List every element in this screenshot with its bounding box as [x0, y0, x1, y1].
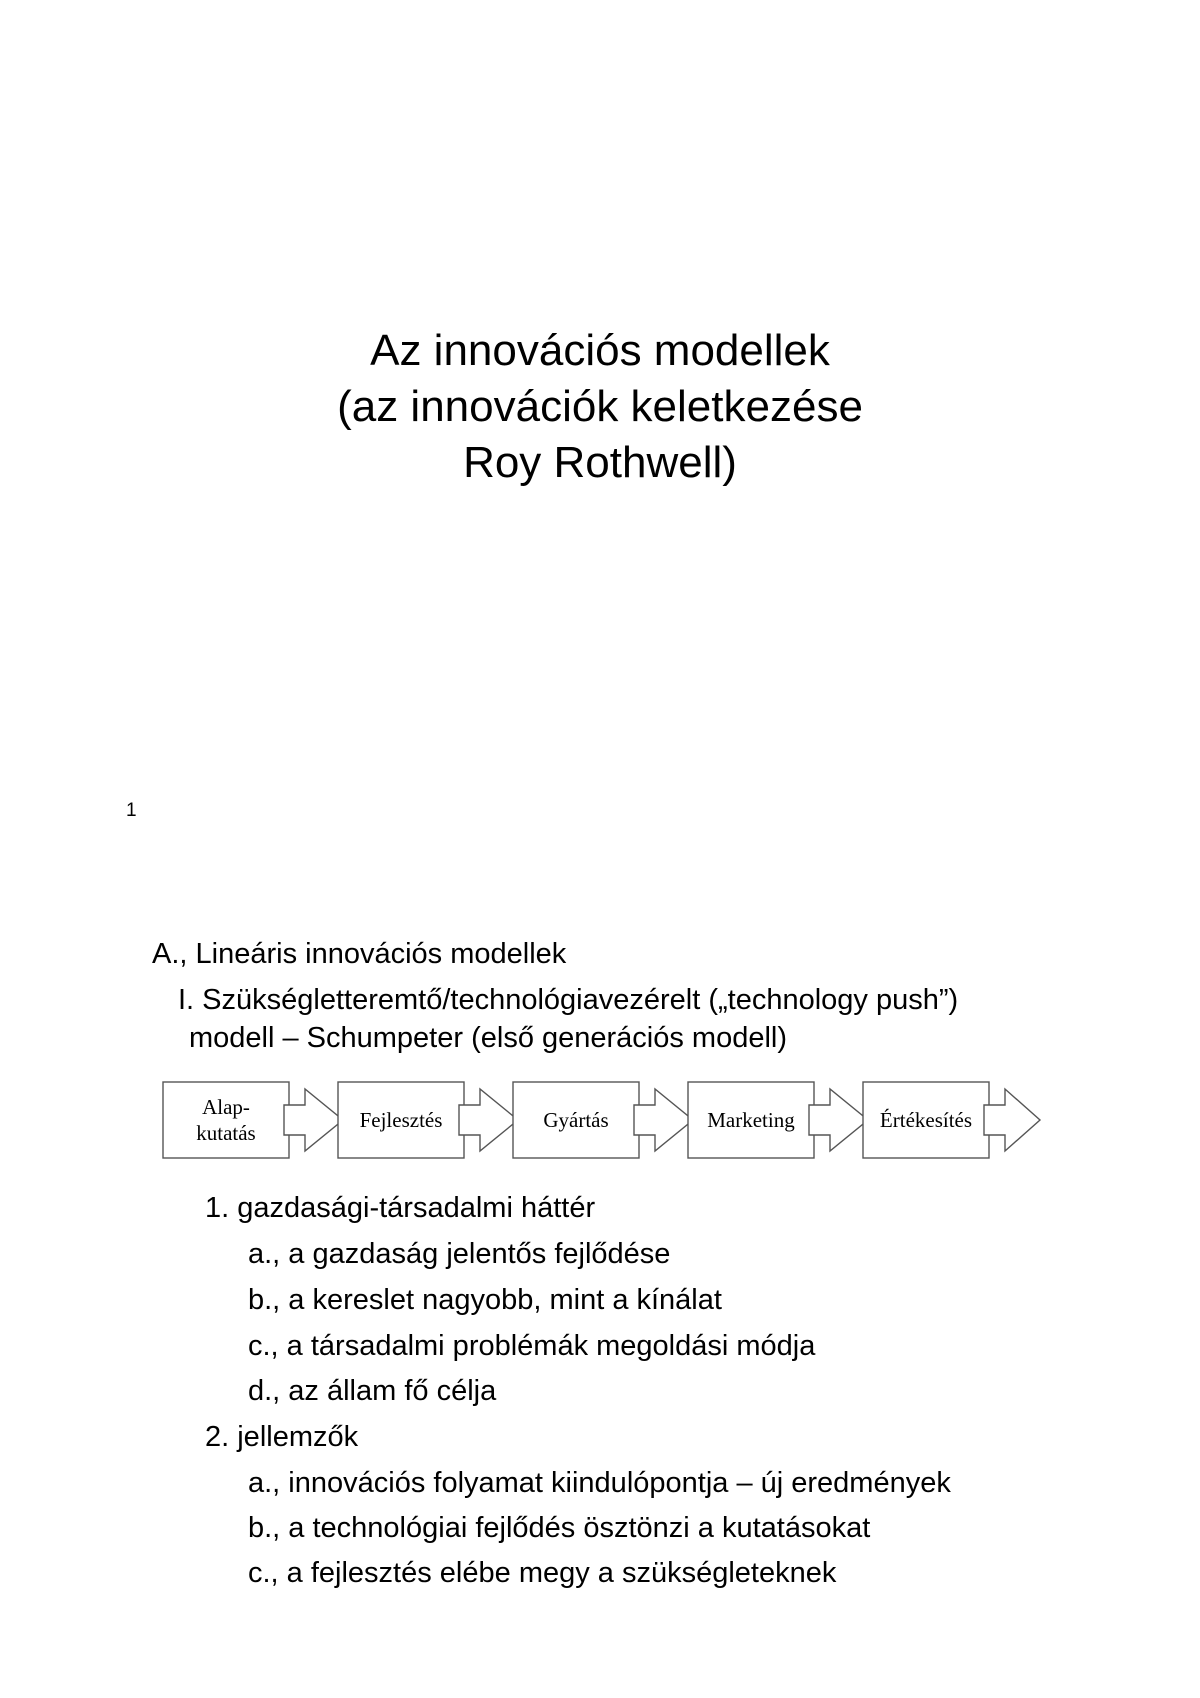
- list-item: d., az állam fő célja: [248, 1375, 497, 1407]
- flow-diagram: [162, 1077, 1042, 1167]
- title-line: Roy Rothwell): [463, 438, 737, 487]
- flow-step: [163, 1082, 343, 1158]
- list-item: b., a technológiai fejlődés ösztönzi a kutatásokat: [248, 1512, 871, 1544]
- flow-step-label: Értékesítés: [879, 1108, 973, 1132]
- section-label: 2. jellemzők: [205, 1421, 359, 1453]
- title-line: Az innovációs modellek: [370, 326, 830, 375]
- list-item: b., a kereslet nagyobb, mint a kínálat: [248, 1284, 722, 1316]
- slide-title: [0, 323, 1200, 491]
- section-heading: A., Lineáris innovációs modellek: [152, 938, 567, 970]
- list-item: c., a fejlesztés elébe megy a szükségleteknek: [248, 1557, 837, 1589]
- list-item: a., a gazdaság jelentős fejlődése: [248, 1238, 671, 1270]
- page-number: 1: [126, 800, 137, 821]
- list-item: a., innovációs folyamat kiindulópontja – új eredmények: [248, 1467, 951, 1499]
- flow-step: [688, 1082, 868, 1158]
- model-title-line: modell – Schumpeter (első generációs modell): [189, 1022, 788, 1054]
- flow-step-label: Alap-: [202, 1095, 250, 1119]
- section-label: 1. gazdasági-társadalmi háttér: [205, 1192, 596, 1224]
- flow-step: [863, 1082, 1040, 1158]
- flow-step-label: kutatás: [196, 1121, 256, 1145]
- flow-step-label: Gyártás: [543, 1108, 609, 1132]
- flow-step-label: Marketing: [707, 1108, 795, 1132]
- flow-step-label: Fejlesztés: [359, 1108, 443, 1132]
- flow-diagram-svg: [162, 1077, 1042, 1162]
- flow-step: [513, 1082, 693, 1158]
- title-line: (az innovációk keletkezése: [337, 382, 863, 431]
- model-title-line: I. Szükségletteremtő/technológiavezérelt („technology push”): [178, 984, 959, 1016]
- list-item: c., a társadalmi problémák megoldási módja: [248, 1330, 816, 1362]
- flow-step: [338, 1082, 518, 1158]
